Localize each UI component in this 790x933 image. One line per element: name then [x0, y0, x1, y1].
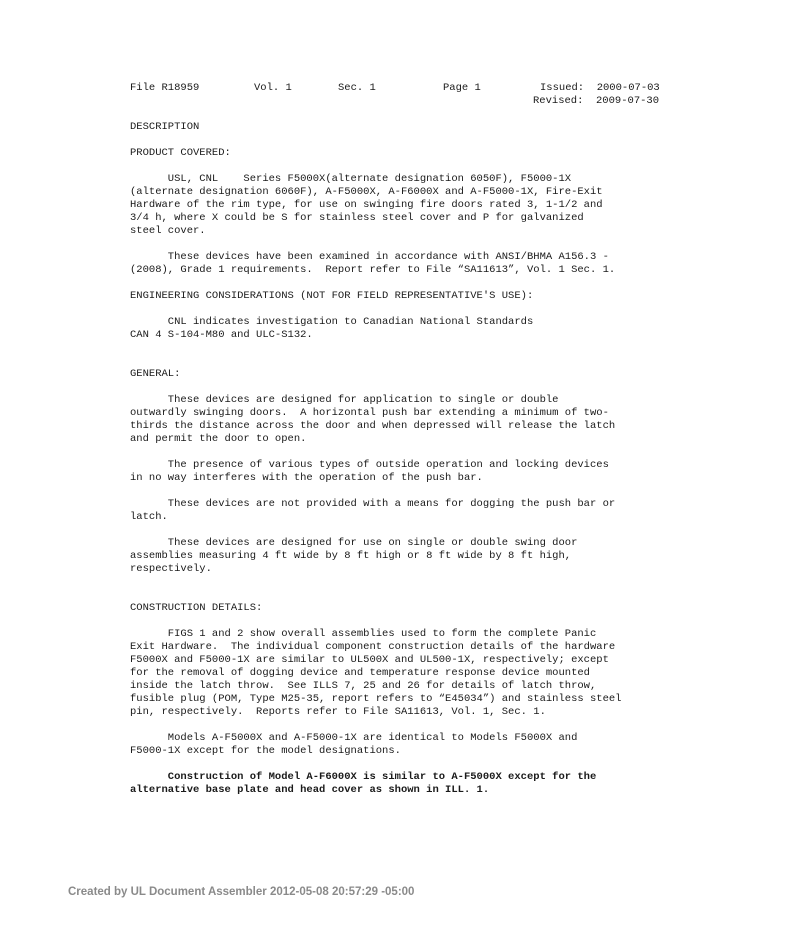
description-heading: DESCRIPTION — [130, 121, 200, 133]
issued-date: Issued: 2000-07-03 — [540, 82, 660, 94]
document-page — [130, 82, 690, 797]
general-heading: GENERAL: — [130, 368, 181, 380]
product-covered-paragraph-1: USL, CNL Series F5000X(alternate designation 6050F), F5000-1X (alternate designation 6060F), A-F5000X, A-F6000X and A-F5000-1X, Fire-Exit Hardware of the rim type, for use on swinging fire doors rated 3, 1-1/2 and 3/4 h, where X could be S for stainless steel cover and P for galvanized steel cover. — [130, 173, 603, 237]
construction-paragraph-2: Models A-F5000X and A-F5000-1X are identical to Models F5000X and F5000-1X except for the model designations. — [130, 732, 578, 757]
product-covered-heading: PRODUCT COVERED: — [130, 147, 231, 159]
document-header — [130, 82, 690, 108]
section-number: Sec. 1 — [338, 82, 376, 94]
general-paragraph-2: The presence of various types of outside operation and locking devices in no way interferes with the operation of the push bar. — [130, 459, 609, 484]
engineering-heading: ENGINEERING CONSIDERATIONS (NOT FOR FIELD REPRESENTATIVE'S USE): — [130, 290, 534, 302]
construction-heading: CONSTRUCTION DETAILS: — [130, 602, 263, 614]
file-number: File R18959 — [130, 82, 200, 94]
page-number: Page 1 — [443, 82, 481, 94]
revised-date: Revised: 2009-07-30 — [533, 95, 660, 107]
general-paragraph-1: These devices are designed for application to single or double outwardly swinging doors. A horizontal push bar extending a minimum of two- thirds the distance across the door and when depressed will release the latch and permit the door to open. — [130, 394, 616, 445]
engineering-paragraph-1: CNL indicates investigation to Canadian National Standards CAN 4 S-104-M80 and ULC-S132. — [130, 316, 534, 341]
construction-paragraph-3: Construction of Model A-F6000X is similar to A-F5000X except for the alternative base plate and head cover as shown in ILL. 1. — [130, 771, 597, 796]
general-paragraph-4: These devices are designed for use on single or double swing door assemblies measuring 4 ft wide by 8 ft high or 8 ft wide by 8 ft high, respectively. — [130, 537, 578, 575]
construction-paragraph-1: FIGS 1 and 2 show overall assemblies used to form the complete Panic Exit Hardware. The individual component construction details of the hardware F5000X and F5000-1X are similar to UL500X and UL500-1X, respectively; except for the removal of dogging device and temperature response device mounted inside the latch throw. See ILLS 7, 25 and 26 for details of latch throw, fusible plug (POM, Type M25-35, report refers to “E45034”) and stainless steel pin, respectively. Reports refer to File SA11613, Vol. 1, Sec. 1. — [130, 628, 622, 718]
general-paragraph-3: These devices are not provided with a means for dogging the push bar or latch. — [130, 498, 616, 523]
volume-number: Vol. 1 — [254, 82, 292, 94]
footer-assembler-note: Created by UL Document Assembler 2012-05-08 20:57:29 -05:00 — [68, 886, 415, 898]
product-covered-paragraph-2: These devices have been examined in accordance with ANSI/BHMA A156.3 - (2008), Grade 1 requirements. Report refer to File “SA11613”, Vol. 1 Sec. 1. — [130, 251, 616, 276]
